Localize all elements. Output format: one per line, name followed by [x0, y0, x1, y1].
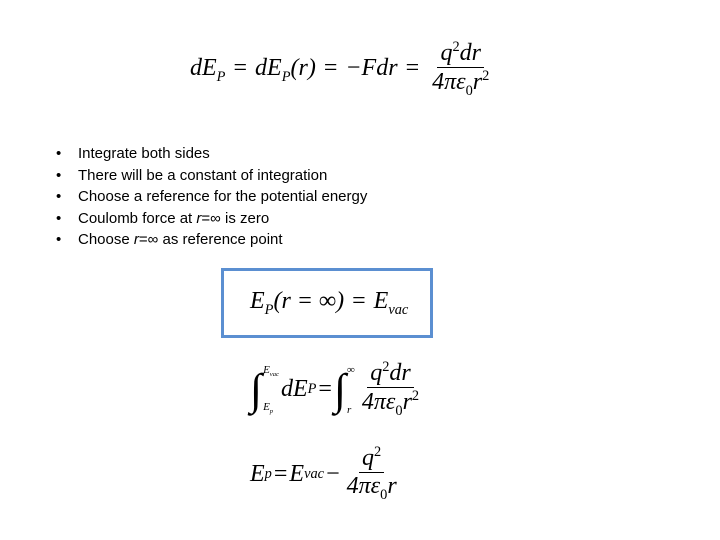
integral-right: ∫ ∞ r [333, 363, 355, 416]
list-item: • Choose r=∞ as reference point [56, 231, 283, 249]
equation-integral: ∫ $E_{vac}$ $E_p$ dE P = ∫ ∞ r $\frac{q^2dr}{4\pi\varepsilon_0r^2}$ [250, 360, 424, 419]
list-item: • Integrate both sides [56, 145, 210, 162]
list-item: • There will be a constant of integration [56, 166, 328, 184]
list-item: • Choose a reference for the potential energy [56, 188, 368, 206]
bullet-list [56, 143, 367, 251]
coulomb-fraction: $\frac{q^2dr}{4\pi\varepsilon_0r^2}$ [432, 39, 490, 99]
integral-left: ∫ $E_{vac}$ $E_p$ [250, 363, 279, 416]
equation-energy-differential: $dE_P = dE_P(r) = -Fdr$ = $\frac{q^2dr}{4\pi\varepsilon_0r^2}$ [190, 40, 494, 99]
integrand-fraction: $\frac{q^2dr}{4\pi\varepsilon_0r^2}$ [361, 359, 420, 419]
result-fraction: $\frac{q^2}{4\pi\varepsilon_0r}$ [346, 444, 397, 503]
equation-reference-point: $E_P(r$ = ∞) = $E_{vac}$ [250, 288, 409, 318]
equation-result: E p = E vac − $\frac{q^2}{4\pi\varepsilon_0r}$ [250, 445, 402, 503]
list-item: • Coulomb force at r=∞ is zero [56, 209, 270, 227]
